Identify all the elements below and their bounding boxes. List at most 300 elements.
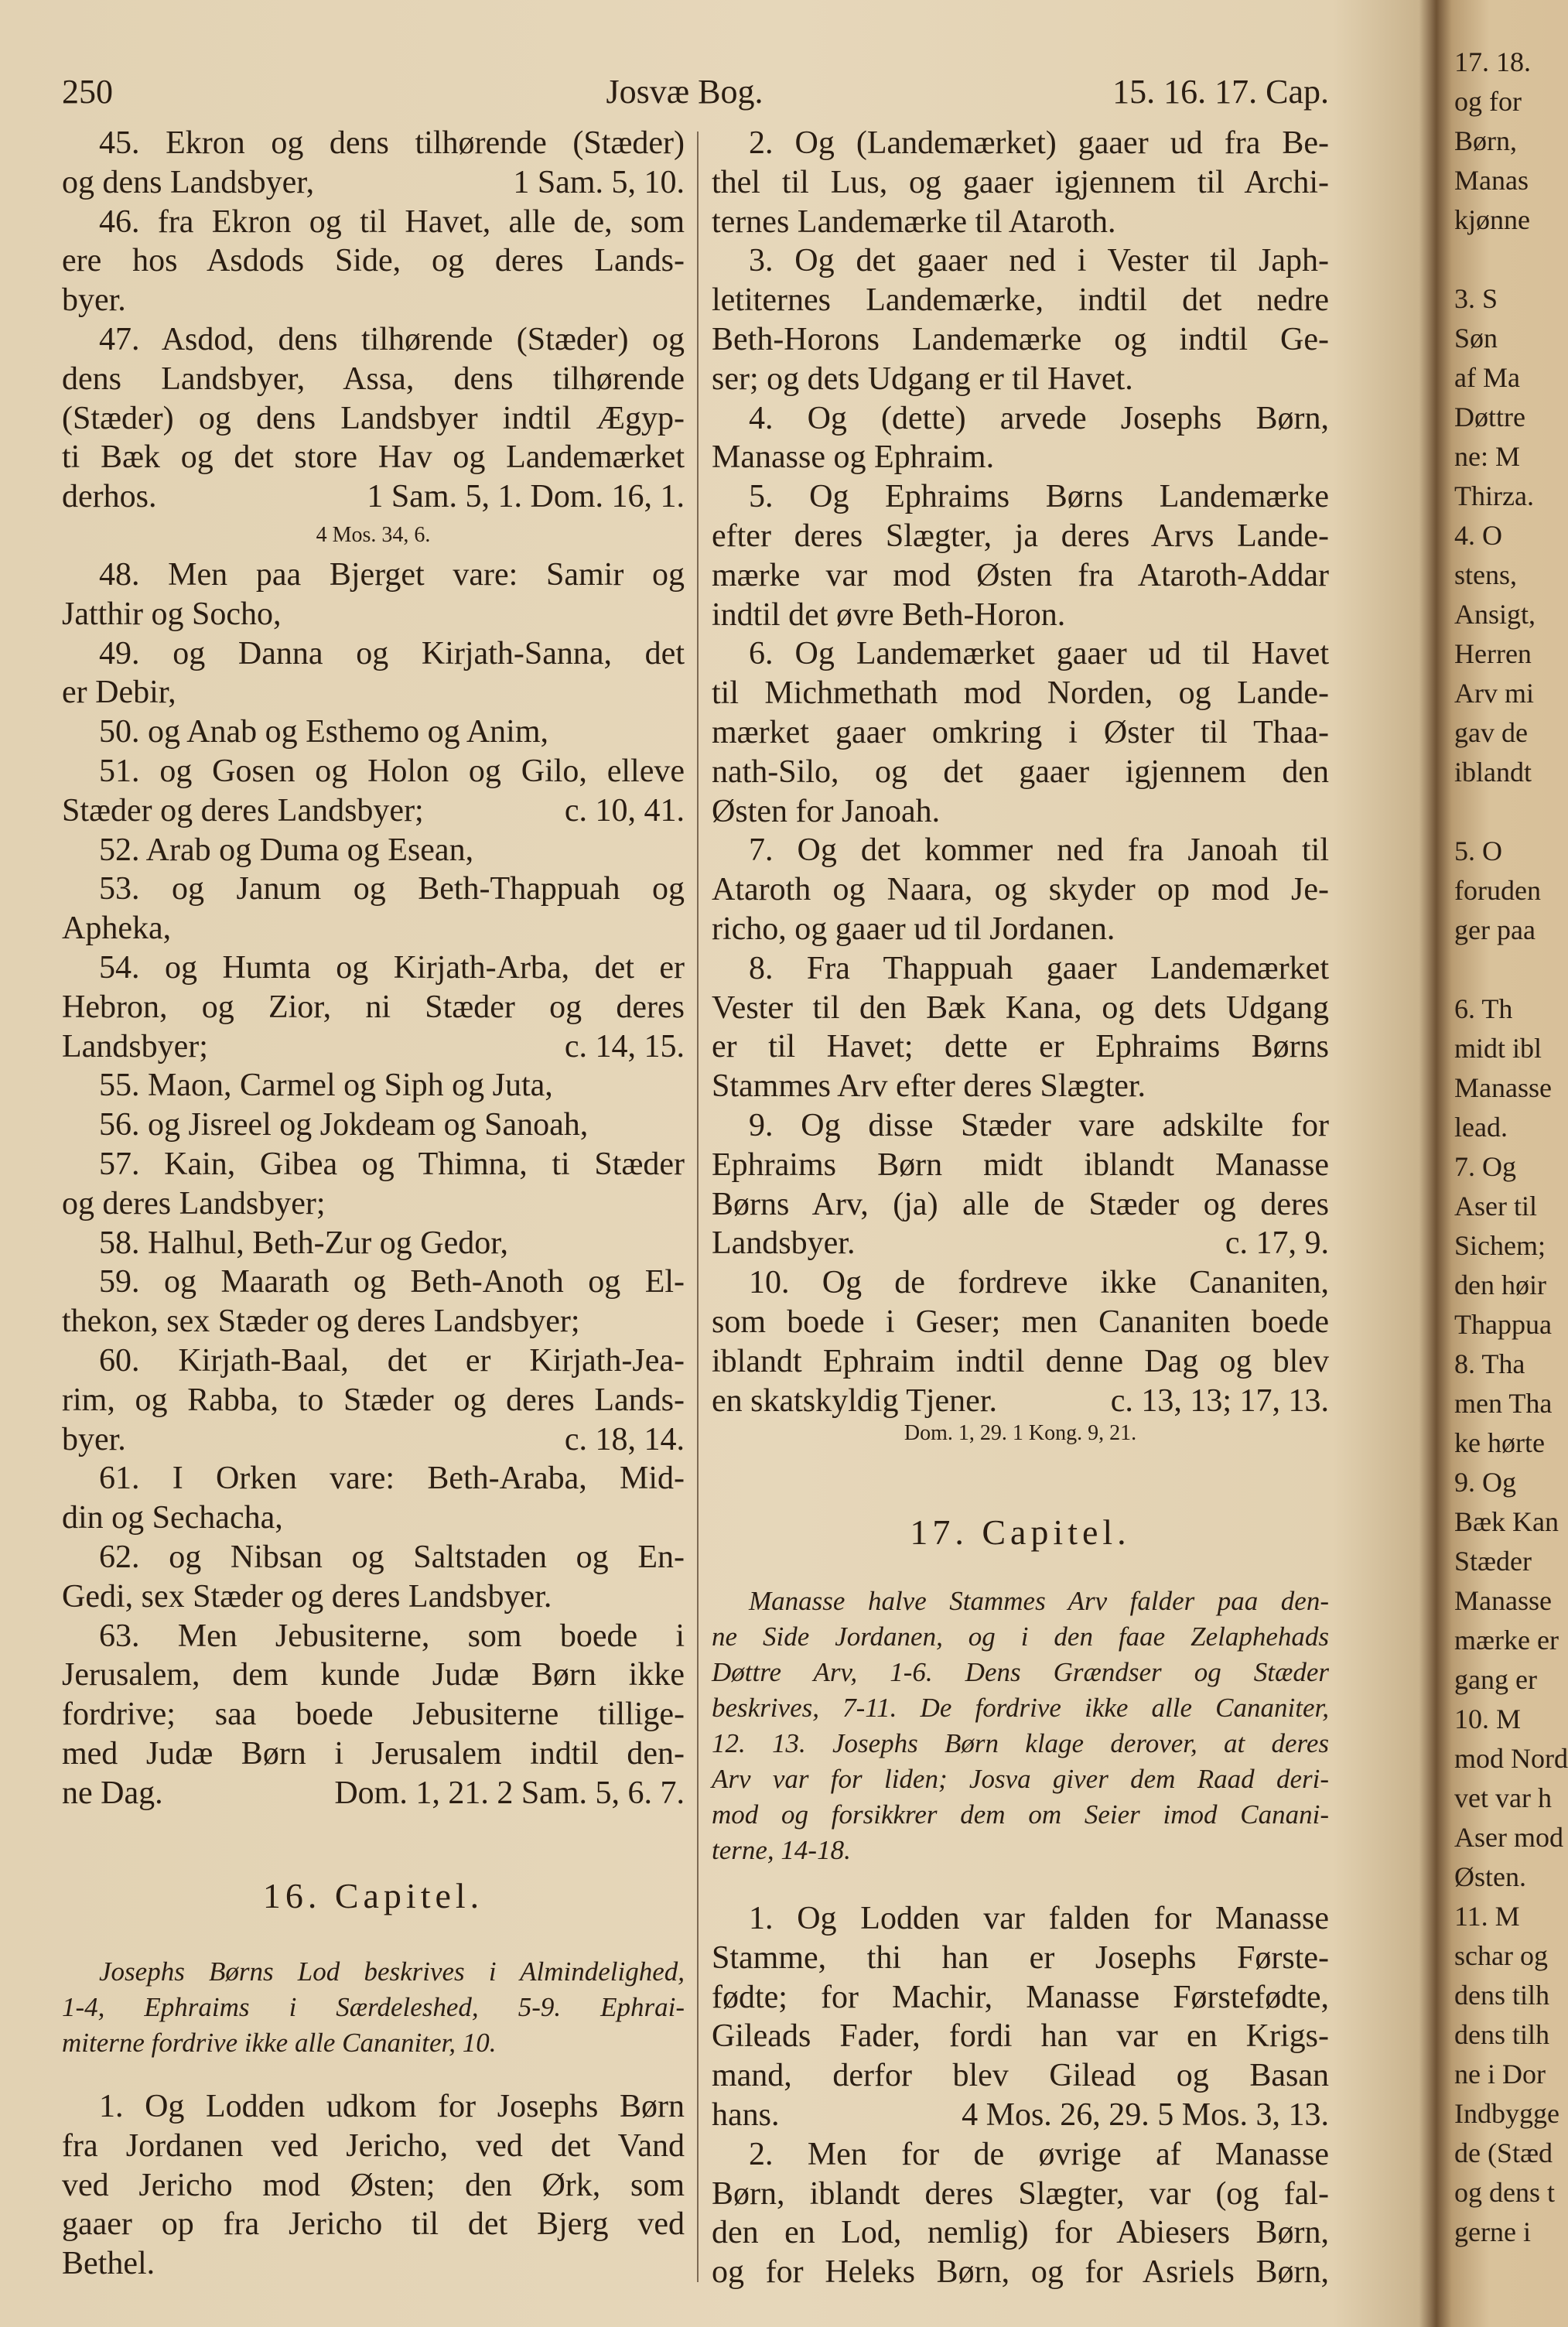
verse-line [712,399,1329,439]
verse-text: richo, og gaaer ud til Jordanen. [712,911,1115,947]
verse-text: 45. Ekron og dens tilhørende (Stæder) [99,125,685,161]
verse [62,1224,685,1263]
verse-text: Manasse og Ephraim. [712,439,995,476]
verse-text: 1. Og Lodden udkom for Josephs Børn [99,2089,685,2124]
verse-line [62,634,685,674]
verse-line [62,1577,685,1617]
fragment-line: Børn, [1454,125,1517,156]
verse-text: 49. og Danna og Kirjath-Sanna, det [99,635,685,671]
verse-text: Gedi, sex Stæder og deres Landsbyer. [62,1578,552,1615]
verse-text: 2. Og (Landemærket) gaaer ud fra Be- [749,125,1329,161]
verse-text: gaaer op fra Jericho til det Bjerg ved [62,2206,685,2243]
verse-reference: c. 17, 9. [1225,1225,1329,1262]
summary-line: beskrives, 7-11. De fordrive ikke alle Cananiter, [712,1693,1329,1723]
verse-text: 3. Og det gaaer ned i Vester til Japh- [749,243,1329,279]
cross-reference: Dom. 1, 29. 1 Kong. 9, 21. [904,1421,1137,1445]
verse-line [62,1302,685,1341]
verse-text: nath-Silo, og det gaaer igjennem den [712,753,1329,790]
verse-text: er til Havet; dette er Ephraims Børns [712,1029,1329,1065]
verse-text: efter deres Slægter, ja deres Arvs Lande- [712,518,1329,554]
fragment-line: ne i Dor [1454,2059,1546,2090]
fragment-line: foruden [1454,875,1541,906]
verse-line [62,1498,685,1538]
verse-reference: c. 13, 13; 17, 13. [1110,1382,1329,1419]
next-page-fragment [1454,43,1568,2252]
verse-line [712,596,1329,635]
fragment-line: Østen. [1454,1861,1526,1892]
verse [62,203,685,320]
fragment-line: Sichem; [1454,1230,1546,1261]
verse-line [712,753,1329,792]
fragment-line: men Tha [1454,1388,1553,1419]
fragment-line: Aser mod [1454,1822,1563,1853]
fragment-line: Herren [1454,638,1532,669]
verse-line [712,792,1329,832]
verse-line [712,517,1329,556]
verse-line [712,2135,1329,2175]
verse [62,634,685,713]
verse-line [62,2166,685,2206]
verse-text: 52. Arab og Duma og Esean, [99,832,474,868]
right-column-verses [712,124,1329,1420]
verse-text: thel til Lus, og gaaer igjennem til Archi- [712,164,1329,200]
fragment-line: Manas [1454,165,1529,196]
verse-text: mærket gaaer omkring i Øster til Thaa- [712,714,1329,750]
verse-line [62,1734,685,1774]
verse-text: og for Heleks Børn, og for Asriels Børn, [712,2254,1329,2291]
verse-line [62,831,685,870]
verse-text: Landsbyer. [712,1225,856,1262]
fragment-line: mærke er [1454,1625,1559,1656]
verse-text: er Debir, [62,675,176,711]
verse-line [62,399,685,439]
verse-line [712,910,1329,949]
verse-line [712,1382,1329,1421]
verse [712,1899,1329,2135]
verse-line [62,712,685,752]
verse-text: 62. og Nibsan og Saltstaden og En- [99,1539,685,1575]
verse-line [712,870,1329,910]
fragment-line: Bæk Kan [1454,1506,1559,1537]
fragment-line: 9. Og [1454,1467,1516,1498]
fragment-line: 8. Tha [1454,1348,1525,1379]
fragment-line: Indbygge [1454,2098,1559,2129]
verse-line [62,163,685,203]
verse-text: ne Dag. [62,1775,163,1811]
verse-text: og dens Landsbyer, [62,164,315,200]
verse [62,124,685,203]
verse [712,949,1329,1106]
fragment-line: Thappua [1454,1309,1552,1340]
verse [62,1145,685,1224]
verse-line [62,2205,685,2244]
chapter-range: 15. 16. 17. Cap. [1112,73,1329,111]
verse-line [712,1224,1329,1263]
chapter-17-heading: 17. Capitel. [910,1512,1131,1552]
verse-line [712,1939,1329,1978]
verse [712,634,1329,831]
fragment-line: ke hørte [1454,1427,1545,1458]
verse [712,2135,1329,2292]
verse-line [62,1145,685,1184]
verse-text: som boede i Geser; men Cananiten boede [712,1304,1329,1340]
verse-text: Ataroth og Naara, og skyder op mod Je- [712,872,1329,908]
verse-line [62,1695,685,1734]
verse-text: 1. Og Lodden var falden for Manasse [749,1901,1329,1936]
verse-line [712,1067,1329,1106]
verse-text: 9. Og disse Stæder vare adskilte for [749,1107,1329,1143]
fragment-line: 7. Og [1454,1151,1516,1182]
verse-line [62,203,685,242]
verse-reference: c. 18, 14. [564,1421,685,1457]
verse-line [712,477,1329,517]
fragment-line: stens, [1454,559,1517,590]
summary-line: Arv var for liden; Josva giver dem Raad deri- [712,1764,1329,1794]
verse [712,1106,1329,1263]
fragment-line: Søn [1454,323,1498,354]
verse-text: og deres Landsbyer; [62,1185,326,1222]
fragment-line: Døttre [1454,402,1525,432]
summary-line: miterne fordrive ikke alle Cananiter, 10. [62,2028,497,2058]
verse [62,1105,685,1145]
chapter-16-summary [62,1954,685,2061]
fragment-line: gang er [1454,1664,1537,1695]
verse [62,870,685,948]
verse-text: den en Lod, nemlig) for Abiesers Børn, [712,2215,1329,2251]
verse-line [712,281,1329,320]
fragment-line: ger paa [1454,914,1536,945]
verse-reference: c. 14, 15. [564,1028,685,1064]
verse-line [712,634,1329,674]
verse-text: hans. [712,2096,780,2133]
verse-text: mand, derfor blev Gilead og Basan [712,2058,1329,2094]
verse [712,241,1329,398]
fragment-line: og for [1454,86,1522,117]
verse-line [712,241,1329,281]
verse-reference: Dom. 1, 21. 2 Sam. 5, 6. 7. [334,1775,685,1811]
verse-text: Vester til den Bæk Kana, og dets Udgang [712,989,1329,1026]
verse-line [62,1656,685,1695]
verse-text: 4. Og (dette) arvede Josephs Børn, [749,400,1329,436]
verse-line [712,1185,1329,1225]
verse-line [712,438,1329,477]
verse-line [712,556,1329,596]
verse [62,320,685,517]
verse-text: 47. Asdod, dens tilhørende (Stæder) og [99,321,685,357]
fragment-line: lead. [1454,1112,1508,1143]
verse-reference: c. 10, 41. [564,792,685,829]
verse-line [62,1381,685,1420]
verse-text: 46. fra Ekron og til Havet, alle de, som [99,203,685,240]
fragment-line: 5. O [1454,835,1502,866]
verse [62,712,685,752]
verse [712,1263,1329,1420]
summary-line: Josephs Børns Lod beskrives i Almindelighed, [99,1956,685,1987]
verse-text: 7. Og det kommer ned fra Janoah til [749,832,1329,869]
fragment-line: dens tilh [1454,1980,1549,2011]
verse-text: ere hos Asdods Side, og deres Lands- [62,243,685,279]
verse [712,477,1329,634]
verse-text: Bethel. [62,2246,155,2282]
verse-text: 50. og Anab og Esthemo og Anim, [99,714,548,750]
verse-text: (Stæder) og dens Landsbyer indtil Ægyp- [62,400,685,436]
cross-reference: 4 Mos. 34, 6. [316,523,431,547]
verse-line [712,2096,1329,2135]
verse-reference: 1 Sam. 5, 1. Dom. 16, 1. [367,479,685,515]
verse-line [62,1341,685,1381]
verse-line [62,1105,685,1145]
verse-text: 10. Og de fordreve ikke Cananiten, [749,1265,1329,1301]
verse-line [712,203,1329,242]
verse-line [712,989,1329,1028]
verse-line [62,360,685,399]
verse-text: Jerusalem, dem kunde Judæ Børn ikke [62,1657,685,1693]
fragment-line: kjønne [1454,204,1530,235]
verse-line [62,1459,685,1498]
verse-line [62,1774,685,1813]
verse-text: en skatskyldig Tjener. [712,1382,997,1419]
fragment-line: dens tilh [1454,2019,1549,2050]
fragment-line [1454,950,1547,989]
verse-text: Gileads Fader, fordi han var en Krigs- [712,2018,1329,2055]
verse-text: Beth-Horons Landemærke og indtil Ge- [712,321,1329,357]
verse-line [62,1184,685,1224]
verse-text: iblandt Ephraim indtil denne Dag og blev [712,1343,1329,1379]
verse-line [712,1106,1329,1146]
verse-reference: 4 Mos. 26, 29. 5 Mos. 3, 13. [962,2096,1329,2133]
verse-text: 55. Maon, Carmel og Siph og Juta, [99,1068,553,1104]
verse [62,1066,685,1105]
verse-text: 57. Kain, Gibea og Thimna, ti Stæder [99,1146,685,1182]
summary-line: mod og forsikkrer dem om Seier imod Canani- [712,1799,1329,1830]
verse-line [62,1538,685,1577]
verse-line [712,1978,1329,2018]
fragment-line: mod Nord [1454,1743,1568,1774]
verse-line [62,1420,685,1460]
verse-text: 59. og Maarath og Beth-Anoth og El- [99,1264,685,1300]
verse-reference: 1 Sam. 5, 10. [513,164,685,200]
summary-line: 1-4, Ephraims i Særdeleshed, 5-9. Ephrai- [62,1992,685,2022]
verse-text: 60. Kirjath-Baal, det er Kirjath-Jea- [99,1342,685,1379]
verse-line [62,1263,685,1302]
chapter-17-verses [712,1899,1329,2292]
fragment-line: gerne i [1454,2216,1531,2247]
verse-text: Stæder og deres Landsbyer; [62,792,424,829]
verse-line [62,124,685,163]
verse-line [62,1027,685,1067]
verse [62,1538,685,1617]
verse-text: Stammes Arv efter deres Slægter. [712,1068,1146,1105]
fragment-line: iblandt [1454,757,1532,788]
verse-line [62,752,685,791]
verse [62,2087,685,2284]
summary-line: ne Side Jordanen, og i den faae Zelaphehads [712,1621,1329,1652]
verse-text: Hebron, og Zior, ni Stæder og deres [62,989,685,1025]
verse-text: dens Landsbyer, Assa, dens tilhørende [62,360,685,397]
verse-line [712,2175,1329,2214]
verse-line [62,241,685,281]
verse-line [62,2244,685,2284]
verse [62,1459,685,1538]
fragment-line: Stæder [1454,1546,1532,1577]
left-column-verses-a [62,124,685,517]
fragment-line: de (Stæd [1454,2137,1553,2168]
fragment-line: Arv mi [1454,678,1534,709]
verse-text: indtil det øvre Beth-Horon. [712,596,1066,633]
summary-line: Manasse halve Stammes Arv falder paa den- [749,1586,1329,1616]
fragment-line [1454,792,1547,832]
fragment-line: midt ibl [1454,1033,1542,1064]
verse-text: Børns Arv, (ja) alle de Stæder og deres [712,1186,1329,1222]
verse-line [62,673,685,712]
chapter-17-summary [712,1584,1329,1868]
verse-line [712,163,1329,203]
verse-text: 51. og Gosen og Holon og Gilo, elleve [99,753,685,789]
verse-line [62,438,685,477]
verse-line [712,674,1329,713]
verse-text: ved Jericho mod Østen; den Ørk, som [62,2167,685,2203]
fragment-line: ne: M [1454,441,1520,472]
fragment-line: og dens t [1454,2177,1555,2208]
verse-text: byer. [62,282,126,319]
verse-text: ser; og dets Udgang er til Havet. [712,360,1133,397]
verse [62,831,685,870]
verse-text: derhos. [62,479,157,515]
verse-line [62,1224,685,1263]
fragment-line: Aser til [1454,1191,1537,1222]
fragment-line: schar og [1454,1940,1548,1971]
fragment-line: vet var h [1454,1782,1552,1813]
verse-line [62,281,685,320]
verse-text: 8. Fra Thappuah gaaer Landemærket [749,950,1329,986]
verse-line [712,1146,1329,1185]
verse-line [62,948,685,988]
verse [62,752,685,831]
fragment-line: af Ma [1454,362,1520,393]
verse-line [62,791,685,831]
verse [712,399,1329,478]
left-column-verses-b [62,555,685,1813]
verse-line [62,909,685,948]
verse-text: ti Bæk og det store Hav og Landemærket [62,439,685,476]
fragment-line: 11. M [1454,1901,1520,1932]
verse-line [712,1263,1329,1303]
verse-text: din og Sechacha, [62,1500,283,1536]
summary-line: terne, 14-18. [712,1835,851,1865]
verse-text: 48. Men paa Bjerget vare: Samir og [99,557,685,593]
verse-text: 61. I Orken vare: Beth-Araba, Mid- [99,1461,685,1497]
verse-line [712,949,1329,989]
fragment-line: Manasse [1454,1585,1552,1616]
verse-line [62,595,685,634]
verse-text: 63. Men Jebusiterne, som boede i [99,1618,685,1654]
verse-line [712,1899,1329,1939]
verse-text: Landsbyer; [62,1028,208,1064]
verse-line [62,2127,685,2166]
verse-line [712,360,1329,399]
verse-text: Stamme, thi han er Josephs Første- [712,1939,1329,1976]
chapter-16-heading: 16. Capitel. [262,1876,484,1915]
verse-text: ternes Landemærke til Ataroth. [712,203,1116,240]
fragment-line [1454,240,1547,279]
fragment-line: 17. 18. [1454,46,1531,77]
verse-line [712,124,1329,163]
verse-line [712,2253,1329,2292]
column-divider [697,132,699,2282]
verse-text: Apheka, [62,911,172,947]
verse-text: rim, og Rabba, to Stæder og deres Lands- [62,1382,685,1418]
fragment-line: Ansigt, [1454,599,1536,630]
verse-line [62,988,685,1027]
chapter-16-verses [62,2087,685,2284]
verse-line [712,1303,1329,1342]
verse-line [62,1617,685,1656]
verse-text: Jatthir og Socho, [62,596,282,632]
fragment-line: 6. Th [1454,993,1513,1024]
verse-line [62,320,685,360]
fragment-line: Manasse [1454,1072,1552,1103]
verse [62,555,685,634]
fragment-line: den høir [1454,1269,1546,1300]
verse-text: letiternes Landemærke, indtil det nedre [712,282,1329,319]
verse-line [62,2087,685,2127]
verse-line [712,2213,1329,2253]
fragment-line: Thirza. [1454,480,1534,511]
verse-text: Ephraims Børn midt iblandt Manasse [712,1146,1329,1183]
verse [712,831,1329,948]
verse-text: 53. og Janum og Beth-Thappuah og [99,871,685,907]
verse-text: 54. og Humta og Kirjath-Arba, det er [99,949,685,986]
verse-line [712,1027,1329,1067]
verse-text: fra Jordanen ved Jericho, ved det Vand [62,2127,685,2164]
fragment-line: 4. O [1454,520,1502,551]
verse-text: til Michmethath mod Norden, og Lande- [712,675,1329,712]
verse-line [712,2017,1329,2056]
verse-text: Østen for Janoah. [712,793,941,829]
verse-text: 56. og Jisreel og Jokdeam og Sanoah, [99,1107,589,1143]
summary-line: Døttre Arv, 1-6. Dens Grændser og Stæder [712,1657,1329,1687]
verse-line [62,555,685,595]
verse-line [62,477,685,517]
verse-text: fordrive; saa boede Jebusiterne tillige- [62,1697,685,1733]
verse-text: med Judæ Børn i Jerusalem indtil den- [62,1735,685,1772]
verse-text: mærke var mod Østen fra Ataroth-Addar [712,557,1329,593]
verse-text: byer. [62,1421,126,1457]
fragment-line: 10. M [1454,1703,1522,1734]
verse [62,1263,685,1341]
verse-line [712,1342,1329,1382]
verse-text: 2. Men for de øvrige af Manasse [749,2136,1329,2172]
verse-text: 58. Halhul, Beth-Zur og Gedor, [99,1225,509,1261]
verse [62,948,685,1066]
verse-text: fødte; for Machir, Manasse Førstefødte, [712,1979,1329,2015]
verse-line [62,1066,685,1105]
verse-text: Børn, iblandt deres Slægter, var (og fal- [712,2175,1329,2212]
fragment-line: 3. S [1454,283,1498,314]
verse [62,1617,685,1813]
verse-line [712,831,1329,870]
verse-line [712,320,1329,360]
running-title: Josvæ Bog. [606,73,764,111]
verse-line [712,713,1329,753]
fragment-line: gav de [1454,717,1528,748]
summary-line: 12. 13. Josephs Børn klage derover, at deres [712,1728,1329,1758]
verse-text: 6. Og Landemærket gaaer ud til Havet [749,636,1329,672]
verse [62,1341,685,1459]
verse-line [62,870,685,909]
verse-line [712,2056,1329,2096]
verse [712,124,1329,241]
